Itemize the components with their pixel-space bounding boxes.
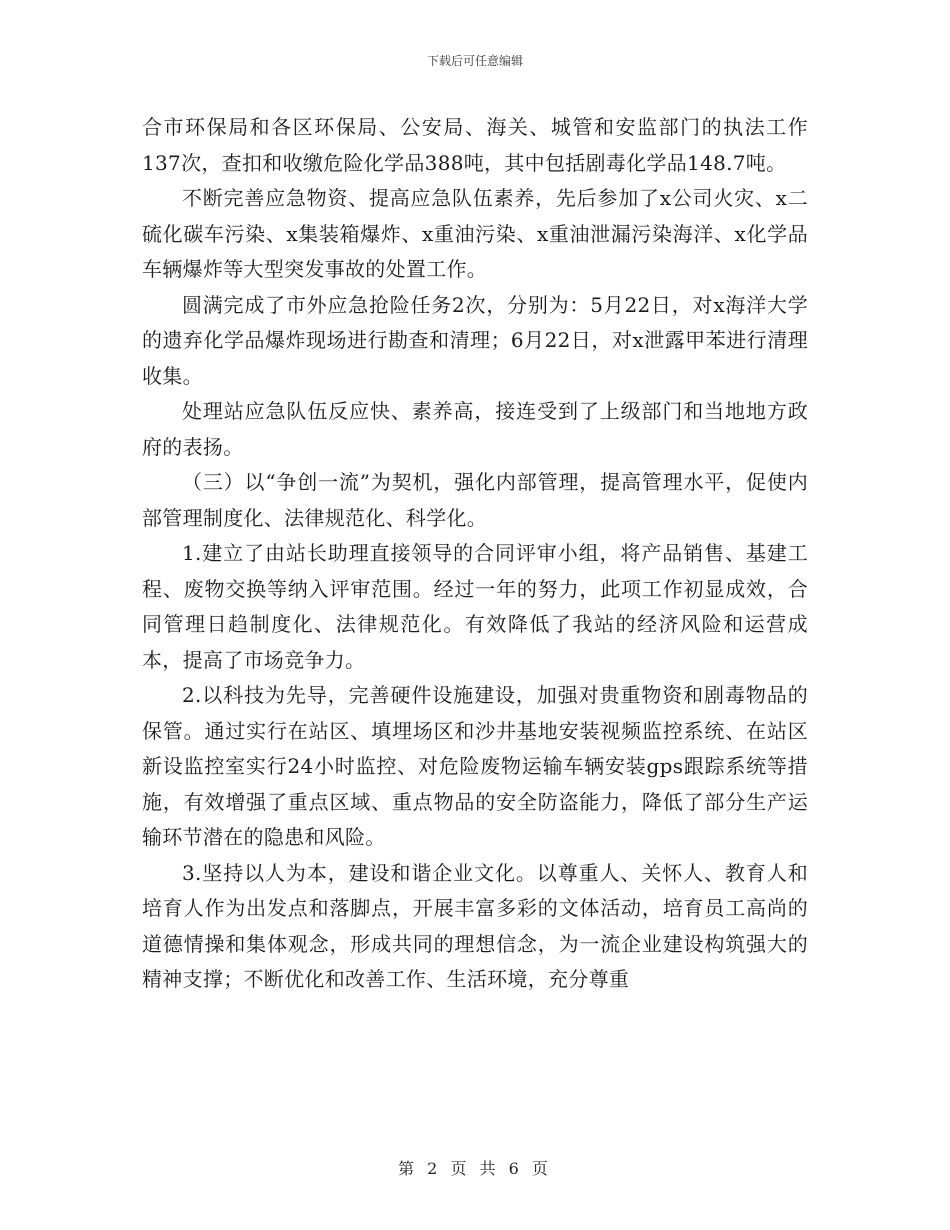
document-body [142, 110, 808, 998]
paragraph-rescue-tasks: 圆满完成了市外应急抢险任务2次，分别为：5月22日，对x海洋大学的遗弃化学品爆炸现场进行勘查和清理；6月22日，对x泄露甲苯进行清理收集。 [142, 292, 808, 388]
page-header: 下载后可任意编辑 [426, 54, 523, 68]
paragraph-item-3: 3.坚持以人为本，建设和谐企业文化。以尊重人、关怀人、教育人和培育人作为出发点和落脚点，开展丰富多彩的文体活动，培育员工高尚的道德情操和集体观念，形成共同的理想信念，为一流企业建设构筑强大的精神支撑；不断优化和改善工作、生活环境，充分尊重 [142, 860, 808, 991]
paragraph-continuation: 合市环保局和各区环保局、公安局、海关、城管和安监部门的执法工作137次，查扣和收缴危险化学品388吨，其中包括剧毒化学品148.7吨。 [142, 115, 808, 175]
paragraph-emergency-supplies: 不断完善应急物资、提高应急队伍素养，先后参加了x公司火灾、x二硫化碳车污染、x集装箱爆炸、x重油污染、x重油泄漏污染海洋、x化学品车辆爆炸等大型突发事故的处置工作。 [142, 186, 808, 281]
section-heading-internal-management: （三）以“争创一流”为契机，强化内部管理，提高管理水平，促使内部管理制度化、法律规范化、科学化。 [142, 470, 808, 530]
paragraph-item-1: 1.建立了由站长助理直接领导的合同评审小组，将产品销售、基建工程、废物交换等纳入评审范围。经过一年的努力，此项工作初显成效，合同管理日趋制度化、法律规范化。有效降低了我站的经济风险和运营成本，提高了市场竞争力。 [142, 541, 808, 672]
paragraph-team-praise: 处理站应急队伍反应快、素养高，接连受到了上级部门和当地地方政府的表扬。 [142, 399, 808, 459]
paragraph-item-2: 2.以科技为先导，完善硬件设施建设，加强对贵重物资和剧毒物品的保管。通过实行在站区、填埋场区和沙井基地安装视频监控系统、在站区新设监控室实行24小时监控、对危险废物运输车辆安装gps跟踪系统等措施，有效增强了重点区域、重点物品的安全防盗能力，降低了部分生产运输环节潜在的隐患和风险。 [142, 683, 808, 849]
page-number-footer: 第 2 页 共 6 页 [398, 1159, 552, 1178]
